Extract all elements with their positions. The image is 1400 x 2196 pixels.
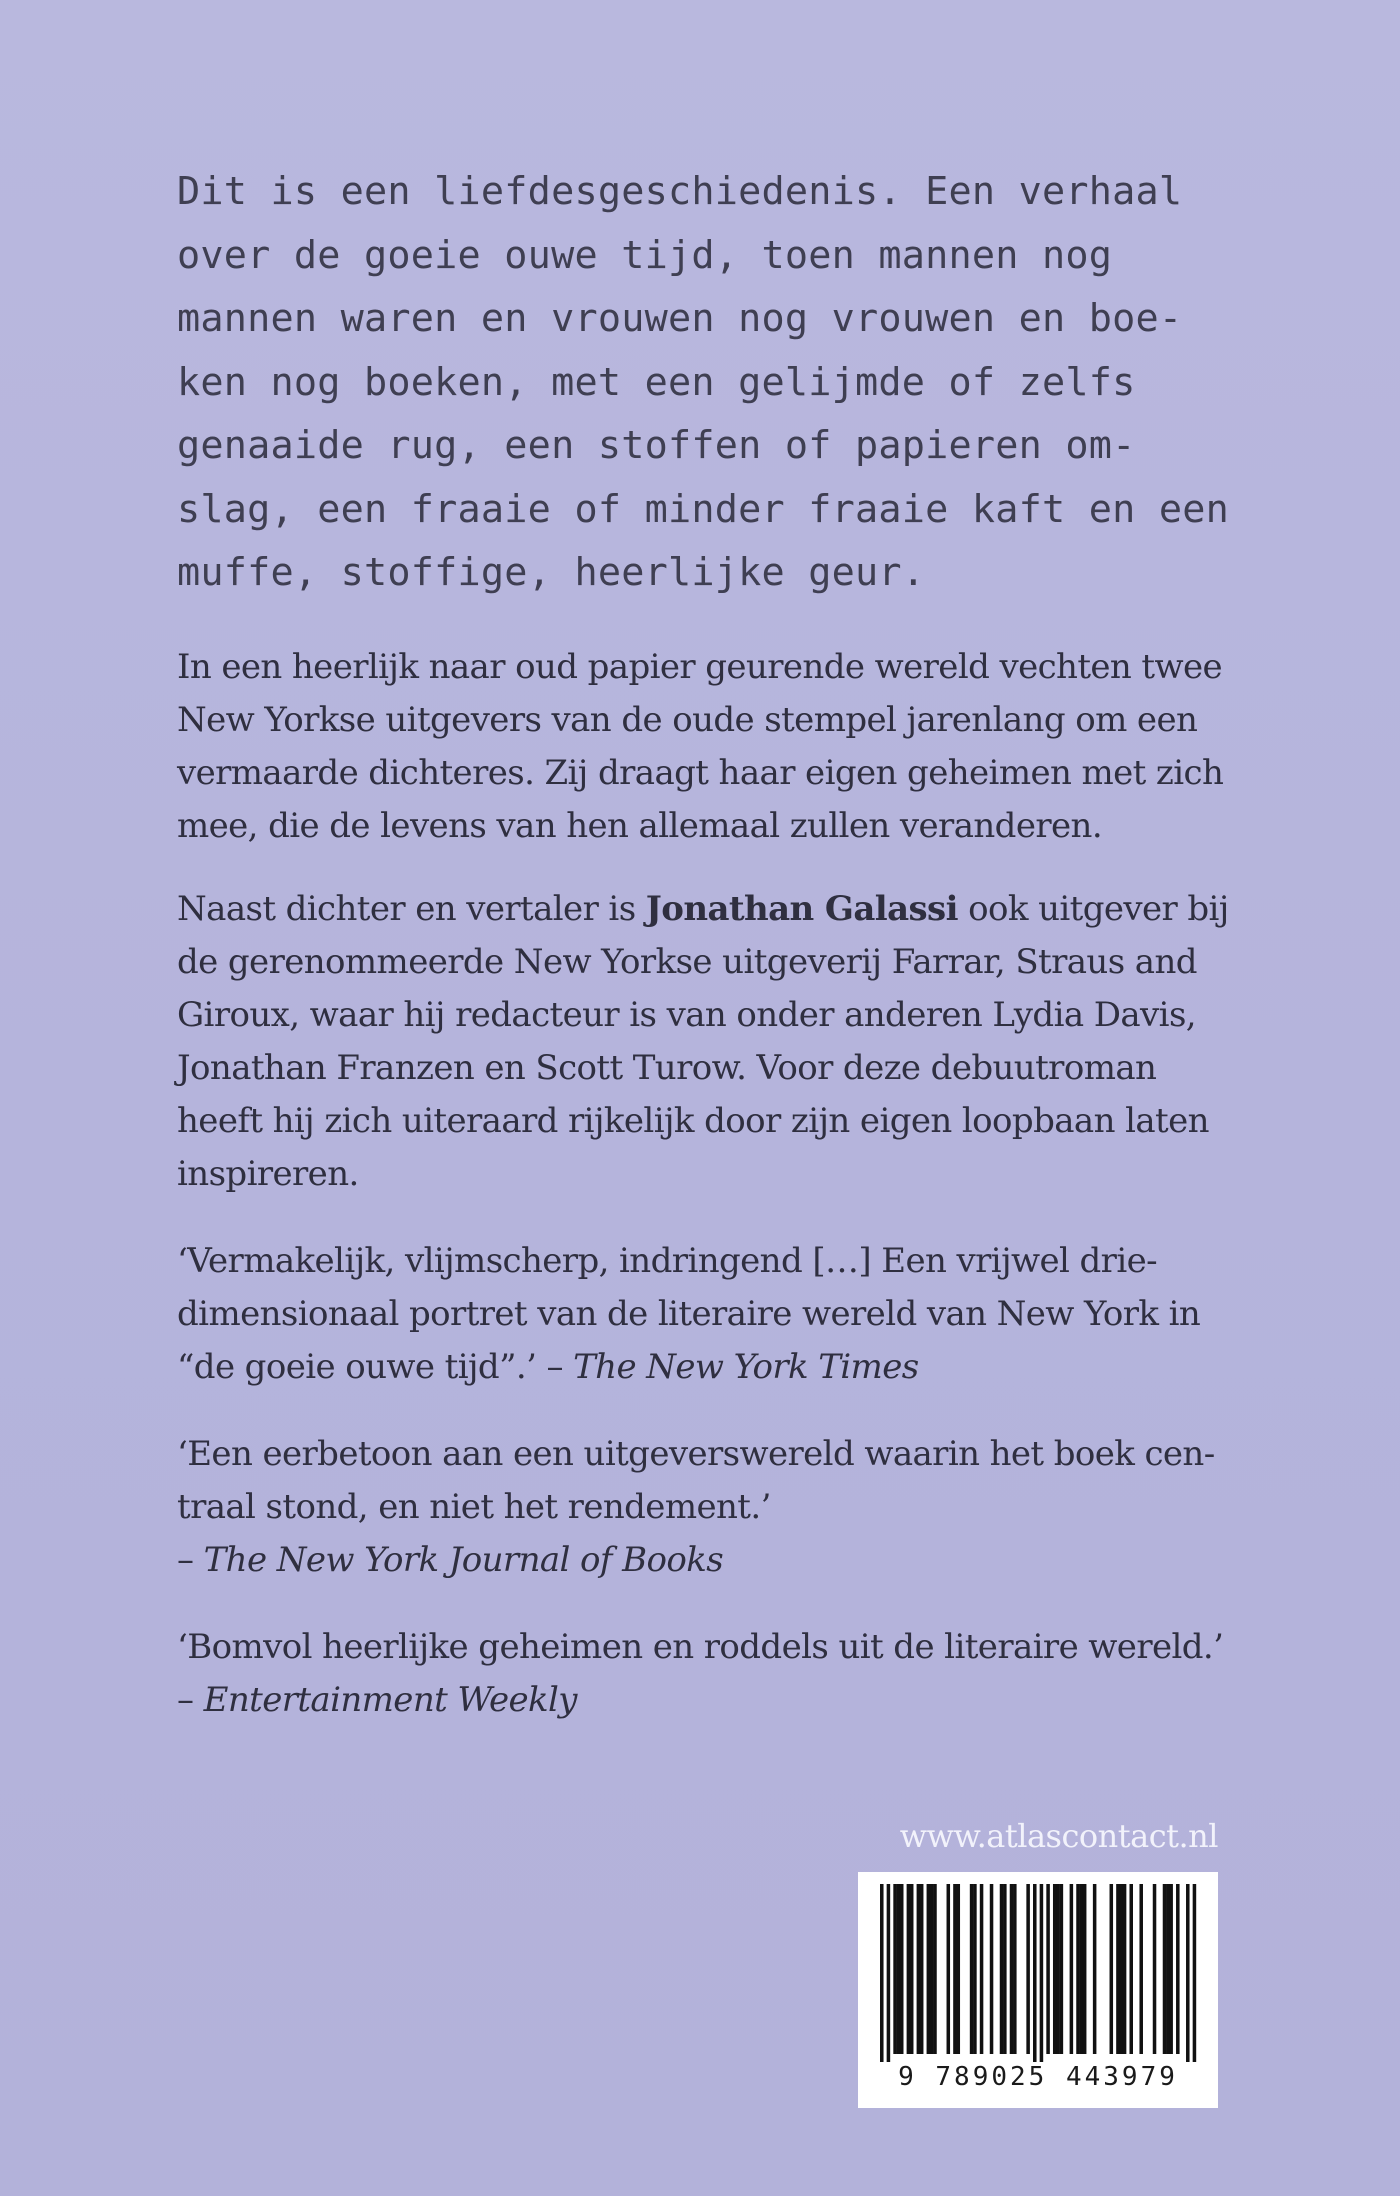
barcode-bar [957, 1884, 961, 2054]
quote-attribution [177, 1534, 1217, 1587]
intro-line: mannen waren en vrouwen nog vrouwen en boe- [177, 296, 1183, 341]
barcode-bar [897, 1884, 901, 2054]
barcode-bar [1013, 1884, 1017, 2054]
author-name: Jonathan Galassi [645, 888, 958, 929]
barcode-bar [970, 1884, 974, 2054]
author-bio-line [177, 883, 1229, 936]
barcode-bar [1129, 1884, 1133, 2054]
barcode-bar [1076, 1884, 1080, 2054]
barcode-bar [1123, 1884, 1127, 2054]
quote-attribution [177, 1674, 1217, 1727]
barcode-bar [1116, 1884, 1120, 2054]
barcode-bar [1080, 1884, 1084, 2054]
author-bio-paragraph [177, 883, 1229, 1201]
barcode-bar [1003, 1884, 1007, 2054]
publisher-website: www.atlascontact.nl [899, 1817, 1218, 1855]
quote-last-line: “de goeie ouwe tijd”.’ – [177, 1346, 574, 1387]
barcode-bar [1026, 1884, 1030, 2054]
review-quote-nyt [177, 1235, 1217, 1394]
barcode-bar [887, 1884, 891, 2062]
author-bio-line: Giroux, waar hij redacteur is van onder anderen Lydia Davis, [177, 994, 1196, 1035]
cover-text [177, 160, 1230, 1727]
barcode-bar [1053, 1884, 1057, 2054]
barcode-bar [1083, 1884, 1087, 2054]
intro-typewriter-text [177, 160, 1230, 605]
barcode-bar [1193, 1884, 1197, 2062]
synopsis-line: mee, die de levens van hen allemaal zullen veranderen. [177, 805, 1103, 846]
barcode-bar [1186, 1884, 1190, 2062]
barcode-bar [1176, 1884, 1180, 2054]
barcode-bar [1166, 1884, 1170, 2054]
barcode-bar [1153, 1884, 1157, 2054]
author-bio-line: heeft hij zich uiteraard rijkelijk door zijn eigen loopbaan laten [177, 1100, 1209, 1141]
isbn-barcode [858, 1872, 1218, 2108]
quote-line: traal stond, en niet het rendement.’ [177, 1486, 771, 1527]
barcode-bar [1110, 1884, 1114, 2054]
author-bio-tail: ook uitgever bij [957, 888, 1229, 929]
barcode-bar [1139, 1884, 1143, 2054]
barcode-bar [1169, 1884, 1173, 2054]
synopsis-paragraph [177, 641, 1224, 853]
barcode-bar [990, 1884, 994, 2054]
quote-source: Entertainment Weekly [203, 1679, 577, 1720]
barcode-bar [953, 1884, 957, 2054]
barcode-bar [1056, 1884, 1060, 2054]
review-quote-nyjb [177, 1428, 1217, 1587]
barcode-bar [1060, 1884, 1064, 2054]
author-bio-line: Jonathan Franzen en Scott Turow. Voor deze debuutroman [177, 1047, 1157, 1088]
barcode-bar [1119, 1884, 1123, 2054]
quote-line [177, 1341, 1217, 1394]
quote-line: ‘Een eerbetoon aan een uitgeverswereld waarin het boek cen- [177, 1433, 1215, 1474]
author-bio-line: de gerenommeerde New Yorkse uitgeverij Farrar, Straus and [177, 941, 1197, 982]
barcode-bar [1070, 1884, 1074, 2054]
barcode-bar [973, 1884, 977, 2054]
intro-line: over de goeie ouwe tijd, toen mannen nog [177, 232, 1113, 278]
barcode-bar [933, 1884, 937, 2054]
intro-line: Dit is een liefdesgeschiedenis. Een verhaal [177, 169, 1183, 214]
quote-line: ‘Vermakelijk, vlijmscherp, indringend […] Een vrijwel drie- [177, 1240, 1158, 1281]
barcode-bar [917, 1884, 921, 2054]
isbn-number: 9 789025 443979 [898, 2062, 1178, 2092]
barcode-bar [893, 1884, 897, 2054]
barcode-bar [907, 1884, 911, 2054]
quote-dash: – [177, 1679, 204, 1720]
synopsis-line: In een heerlijk naar oud papier geurende wereld vechten twee [177, 646, 1223, 687]
barcode-bar [900, 1884, 904, 2054]
barcode-bar [1010, 1884, 1014, 2054]
quote-source: The New York Journal of Books [203, 1539, 724, 1580]
barcode-bar [880, 1884, 884, 2062]
quote-line: dimensionaal portret van de literaire wereld van New York in [177, 1293, 1201, 1334]
synopsis-line: vermaarde dichteres. Zij draagt haar eigen geheimen met zich [177, 752, 1224, 793]
intro-line: genaaide rug, een stoffen of papieren om- [177, 423, 1136, 468]
intro-line: slag, een fraaie of minder fraaie kaft en een [177, 486, 1230, 532]
barcode-bar [980, 1884, 984, 2054]
barcode-bar [910, 1884, 914, 2054]
barcode-bar [927, 1884, 931, 2054]
barcode-bar [1040, 1884, 1044, 2062]
intro-line: ken nog boeken, met een gelijmde of zelfs [177, 359, 1136, 405]
intro-line: muffe, stoffige, heerlijke geur. [177, 550, 926, 595]
barcode-bar [947, 1884, 951, 2054]
barcode-bar [1163, 1884, 1167, 2054]
author-bio-line: inspireren. [177, 1153, 359, 1194]
quote-line: ‘Bomvol heerlijke geheimen en roddels uit de literaire wereld.’ [177, 1626, 1224, 1667]
author-bio-lead: Naast dichter en vertaler is [177, 888, 646, 929]
barcode-bar [1000, 1884, 1004, 2054]
barcode-bar [1033, 1884, 1037, 2062]
barcode-bar [920, 1884, 924, 2054]
synopsis-line: New Yorkse uitgevers van de oude stempel jarenlang om een [177, 699, 1198, 740]
review-quote-ew [177, 1621, 1224, 1727]
quote-dash: – [177, 1539, 204, 1580]
barcode-bar [930, 1884, 934, 2054]
barcode-bar [1093, 1884, 1097, 2054]
quote-source: The New York Times [573, 1346, 919, 1387]
barcode-bar [1046, 1884, 1050, 2054]
